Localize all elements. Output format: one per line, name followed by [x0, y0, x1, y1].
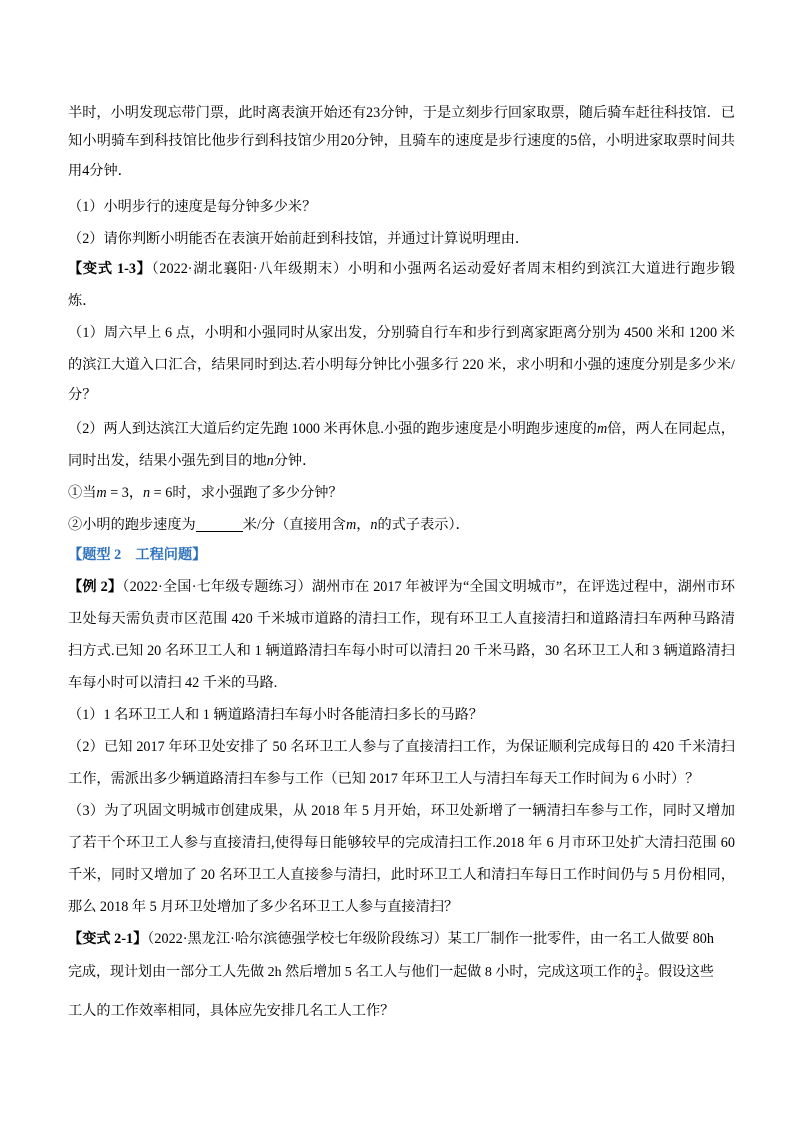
problem-text: （2）两人到达滨江大道后约定先跑 1000 米再休息.小强的跑步速度是小明跑步速度的: [68, 421, 597, 437]
problem-text: 米/分（直接用含: [242, 517, 346, 533]
variant-1-3-stem-line: 炼．: [68, 293, 97, 309]
problem-text: ②小明的跑步速度为: [68, 517, 196, 533]
section-heading: 【题型 2 工程问题】: [68, 547, 207, 563]
question-2-line: 工作，需派出多少辆道路清扫车参与工作（已知 2017 年环卫工人与清扫车每天工作时间为 6 小时）？: [68, 771, 700, 787]
question-3-line: 千米，同时又增加了 20 名环卫工人直接参与清扫，此时环卫工人和清扫车每日工作时间仍与 5 月份相同，: [68, 867, 735, 883]
variant-2-1-stem-line: 工人的工作效率相同，具体应先安排几名工人工作？: [68, 1003, 395, 1019]
example-tag: 【例 2】: [68, 579, 123, 595]
sub-question-1: [68, 483, 768, 503]
problem-text: ①当: [68, 485, 97, 501]
example-2-stem-line: 扫方式.已知 20 名环卫工人和 1 辆道路清扫车每小时可以清扫 20 千米马路，30 名环卫工人和 3 辆道路清扫: [68, 643, 735, 659]
question-3-line: （3）为了巩固文明城市创建成果，从 2018 年 5 月开始，环卫处新增了一辆清扫车参与工作，同时又增加: [68, 803, 735, 819]
variant-2-1-stem-line: [68, 963, 714, 983]
question-3-line: 那么 2018 年 5 月环卫处增加了多少名环卫工人参与直接清扫？: [68, 899, 459, 915]
problem-text: 同时出发，结果小强先到目的地: [68, 453, 267, 469]
problem-text-line: 用4分钟．: [68, 163, 132, 179]
problem-text: 分钟．: [273, 453, 317, 469]
question-2-line: [68, 451, 768, 471]
math-variable-n: n: [143, 485, 151, 501]
variant-tag: 【变式 2-1】: [68, 931, 148, 947]
problem-text-line: 知小明骑车到科技馆比他步行到科技馆少用20分钟，且骑车的速度是步行速度的5倍，小明进家取票时间共: [68, 133, 735, 149]
question-1-line: 的滨江大道入口汇合，结果同时到达.若小明每分钟比小强多行 220 米，求小明和小强的速度分别是多少米/: [68, 357, 735, 373]
math-variable-n: n: [266, 453, 274, 469]
variant-2-1-stem-line: [68, 929, 714, 949]
example-2-stem-line: [68, 577, 735, 597]
problem-text: 完成，现计划由一部分工人先做 2h 然后增加 5 名工人与他们一起做 8 小时，完成这项工作的: [68, 965, 636, 980]
problem-text: （2022·湖北襄阳·八年级期末）小明和小强两名运动爱好者周末相约到滨江大道进行跑步锻: [151, 261, 735, 277]
question-1-line: 分？: [68, 387, 97, 403]
fraction-denominator: 4: [636, 973, 641, 984]
problem-text: 。假设这些: [643, 965, 715, 980]
question-1: （1）1 名环卫工人和 1 辆道路清扫车每小时各能清扫多长的马路？: [68, 707, 483, 723]
problem-text-line: 半时，小明发现忘带门票，此时离表演开始还有23分钟，于是立刻步行回家取票，随后骑车赶往科技馆．已: [68, 105, 735, 121]
answer-blank: [196, 517, 243, 532]
problem-text: （2022·黑龙江·哈尔滨德强学校七年级阶段练习）某工厂制作一批零件，由一名工人做要 80h: [147, 931, 714, 947]
sub-question-2: [68, 515, 768, 535]
question-2: （2）请你判断小明能否在表演开始前赶到科技馆，并通过计算说明理由．: [68, 231, 530, 247]
problem-text: （2022·全国·七年级专题练习）湖州市在 2017 年被评为“全国文明城市”，在评选过程中，湖州市环: [122, 579, 735, 595]
variant-tag: 【变式 1-3】: [68, 261, 152, 277]
example-2-stem-line: 卫处每天需负责市区范围 420 千米城市道路的清扫工作，现有环卫工人直接清扫和道路清扫车两种马路清: [68, 611, 735, 627]
problem-text: = 6时，求小强跑了多少分钟？: [150, 485, 343, 501]
problem-text: 的式子表示）．: [377, 517, 470, 533]
math-variable-m: m: [596, 421, 608, 437]
math-expression: = 3，: [106, 485, 144, 501]
question-3-line: 了若干个环卫工人参与直接清扫,使得每日能够较早的完成清扫工作.2018 年 6 月市环卫处扩大清扫范围 60: [68, 835, 735, 851]
math-variable-m: m: [345, 517, 357, 533]
question-2-line: [68, 419, 735, 439]
example-2-stem-line: 车每小时可以清扫 42 千米的马路.: [68, 675, 278, 691]
fraction-three-quarters: [636, 963, 643, 982]
question-1-line: （1）周六早上 6 点，小明和小强同时从家出发，分别骑自行车和步行到离家距离分别为 4500 米和 1200 米: [68, 325, 735, 341]
question-2-line: （2）已知 2017 年环卫处安排了 50 名环卫工人参与了直接清扫工作，为保证顺利完成每日的 420 千米清扫: [68, 739, 735, 755]
question-1: （1）小明步行的速度是每分钟多少米？: [68, 199, 317, 215]
math-variable-m: m: [96, 485, 107, 501]
problem-text: 倍，两人在同起点，: [607, 421, 735, 437]
variant-1-3-stem-line: [68, 259, 735, 279]
fraction-numerator: 3: [637, 962, 642, 973]
problem-text: ，: [356, 517, 371, 533]
math-variable-n: n: [370, 517, 378, 533]
